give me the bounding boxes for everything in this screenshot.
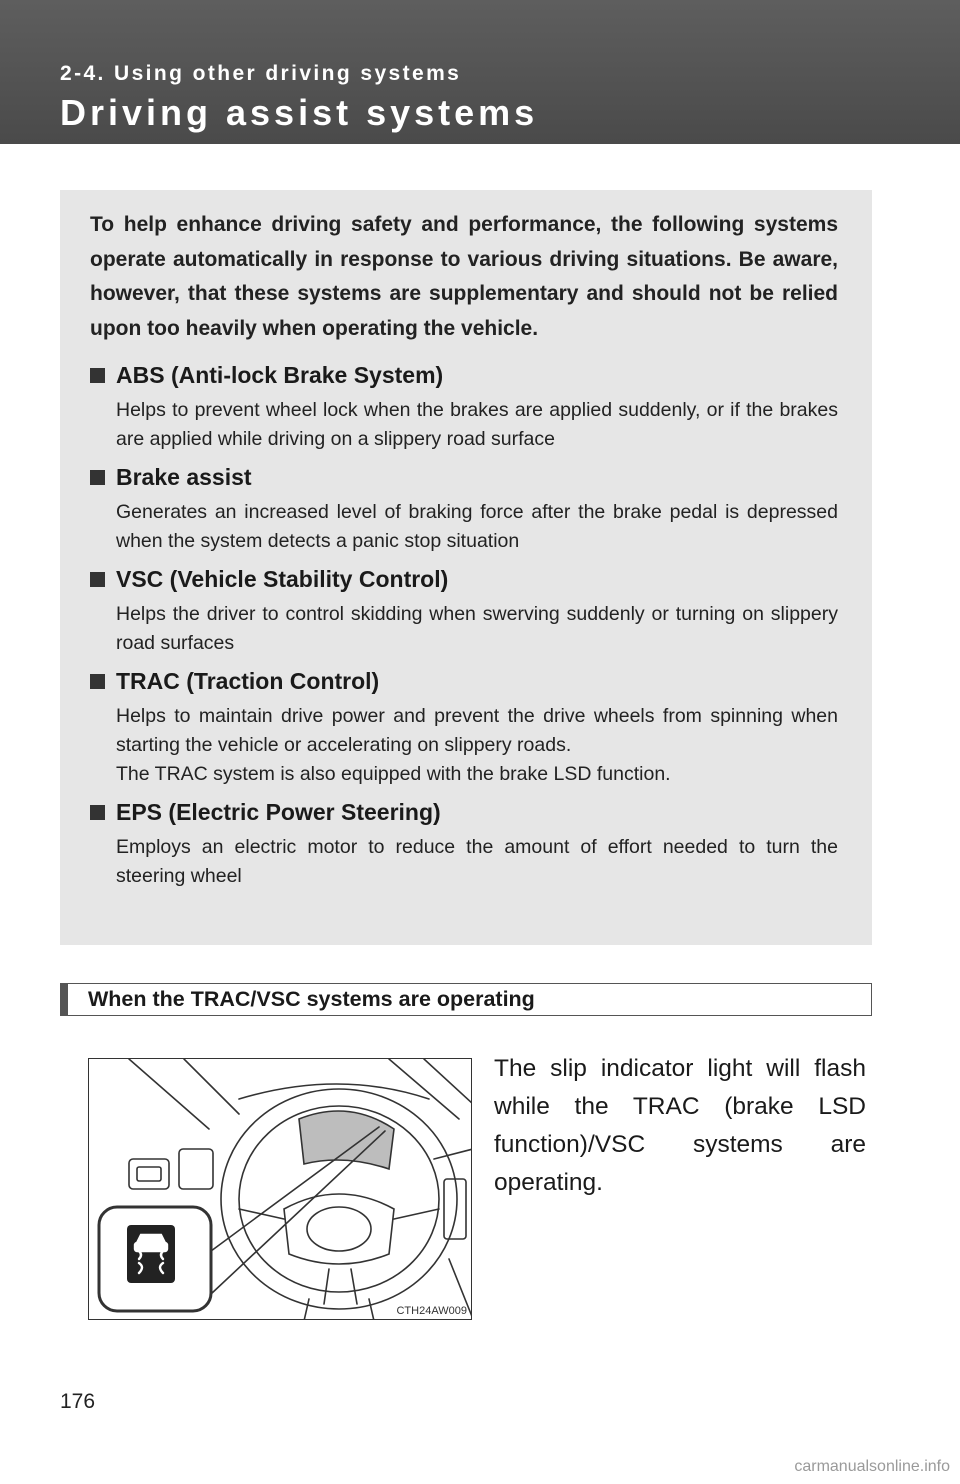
- section-label: 2-4. Using other driving systems: [60, 62, 462, 85]
- feature-title: ABS (Anti-lock Brake System): [116, 362, 444, 388]
- page-number: 176: [60, 1390, 96, 1413]
- feature-title: EPS (Electric Power Steering): [116, 799, 441, 825]
- watermark: carmanualsonline.info: [794, 1458, 950, 1475]
- feature-title: TRAC (Traction Control): [116, 668, 380, 694]
- feature-description: Employs an electric motor to reduce the amount of effort needed to turn the steering wheel: [116, 836, 838, 887]
- subheading-text: When the TRAC/VSC systems are operating: [88, 987, 535, 1011]
- feature-description: Helps the driver to control skidding when swerving suddenly or turning on slippery road surfaces: [116, 603, 838, 654]
- feature-title: VSC (Vehicle Stability Control): [116, 566, 449, 592]
- square-bullet-icon: [90, 470, 105, 485]
- feature-brake-assist: [90, 462, 838, 556]
- feature-title: Brake assist: [116, 464, 252, 490]
- feature-description-note: The TRAC system is also equipped with the brake LSD function.: [116, 763, 671, 785]
- feature-eps: [90, 797, 838, 891]
- feature-abs: [90, 360, 838, 454]
- square-bullet-icon: [90, 368, 105, 383]
- steering-wheel-drawing: [89, 1059, 472, 1320]
- feature-trac: [90, 666, 838, 789]
- figure-code: CTH24AW009: [396, 1305, 467, 1317]
- square-bullet-icon: [90, 674, 105, 689]
- intro-paragraph: To help enhance driving safety and performance, the following systems operate automatically in response to various driving situations. Be aware, however, that these systems are supplementary and should not be relied upon too heavily when operating the vehicle.: [90, 213, 838, 340]
- figure-caption: The slip indicator light will flash while the TRAC (brake LSD function)/VSC systems are operating.: [494, 1055, 866, 1196]
- page-title: Driving assist systems: [60, 92, 539, 133]
- feature-description: Helps to prevent wheel lock when the brakes are applied suddenly, or if the brakes are applied while driving on a slippery road surface: [116, 399, 838, 450]
- feature-description: Generates an increased level of braking force after the brake pedal is depressed when the system detects a panic stop situation: [116, 501, 838, 552]
- page-header: [0, 0, 960, 144]
- dashboard-illustration: [88, 1058, 472, 1320]
- feature-vsc: [90, 564, 838, 658]
- square-bullet-icon: [90, 805, 105, 820]
- info-box: [60, 190, 872, 945]
- section-subheading: [60, 983, 872, 1016]
- feature-description: Helps to maintain drive power and prevent the drive wheels from spinning when starting the vehicle or accelerating on slippery roads.: [116, 705, 838, 756]
- square-bullet-icon: [90, 572, 105, 587]
